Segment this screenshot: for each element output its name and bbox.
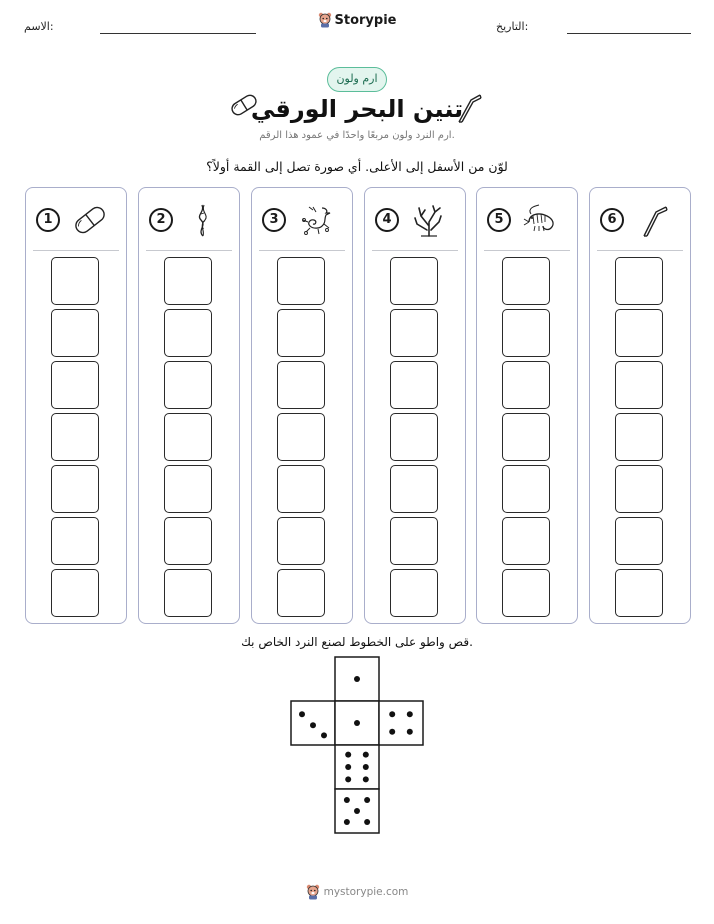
die-pip (354, 676, 360, 682)
color-square[interactable] (164, 309, 212, 357)
column-header (139, 188, 239, 251)
column-1 (25, 187, 127, 624)
column-6 (589, 187, 691, 624)
color-square[interactable] (51, 257, 99, 305)
column-3 (251, 187, 353, 624)
coral-icon (409, 202, 449, 240)
activity-tag: ارم ولون (327, 67, 387, 92)
color-square[interactable] (615, 413, 663, 461)
column-number: 1 (36, 208, 60, 232)
cut-instruction: قص واطو على الخطوط لصنع النرد الخاص بك. (241, 635, 473, 649)
column-header (477, 188, 577, 251)
color-square[interactable] (277, 361, 325, 409)
color-square[interactable] (615, 309, 663, 357)
column-header (590, 188, 690, 251)
die-pip (407, 711, 413, 717)
color-squares (615, 257, 663, 621)
color-square[interactable] (277, 569, 325, 617)
die-pip (407, 729, 413, 735)
column-number: 5 (487, 208, 511, 232)
bear-mascot-icon (318, 12, 332, 28)
color-square[interactable] (164, 465, 212, 513)
color-square[interactable] (277, 413, 325, 461)
color-square[interactable] (390, 465, 438, 513)
color-square[interactable] (51, 361, 99, 409)
pill-icon (70, 202, 110, 240)
color-square[interactable] (502, 257, 550, 305)
column-number: 3 (262, 208, 286, 232)
color-square[interactable] (51, 309, 99, 357)
brand-name: Storypie (334, 12, 397, 28)
die-pip (389, 711, 395, 717)
die-pip (345, 764, 351, 770)
color-square[interactable] (51, 465, 99, 513)
die-pip (364, 819, 370, 825)
color-square[interactable] (390, 413, 438, 461)
die-pip (321, 732, 327, 738)
color-square[interactable] (615, 361, 663, 409)
color-square[interactable] (615, 465, 663, 513)
sea-dragon-icon (296, 202, 336, 240)
die-face (335, 657, 379, 701)
subtitle: ارم النرد ولون مربعًا واحدًا في عمود هذا الرقم. (259, 130, 455, 141)
color-square[interactable] (615, 569, 663, 617)
color-square[interactable] (277, 465, 325, 513)
column-header (252, 188, 352, 251)
color-square[interactable] (164, 361, 212, 409)
color-squares (164, 257, 212, 621)
color-squares (390, 257, 438, 621)
die-pip (363, 752, 369, 758)
footer (0, 884, 714, 904)
color-square[interactable] (164, 569, 212, 617)
color-square[interactable] (390, 309, 438, 357)
color-square[interactable] (51, 517, 99, 565)
die-face (335, 701, 379, 745)
die-pip (310, 722, 316, 728)
color-square[interactable] (277, 309, 325, 357)
die-face (291, 701, 335, 745)
footer-url: mystorypie.com (323, 886, 409, 898)
date-line[interactable] (567, 33, 691, 34)
color-square[interactable] (502, 465, 550, 513)
color-squares (502, 257, 550, 621)
column-header (26, 188, 126, 251)
color-square[interactable] (390, 569, 438, 617)
column-divider (484, 250, 570, 251)
column-header (365, 188, 465, 251)
instruction-text: لوّن من الأسفل إلى الأعلى. أي صورة تصل إلى القمة أولاً؟ (206, 159, 508, 174)
bear-mascot-icon (306, 884, 320, 900)
die-pip (344, 797, 350, 803)
color-square[interactable] (277, 517, 325, 565)
die-pip (344, 819, 350, 825)
color-squares (277, 257, 325, 621)
die-face (335, 745, 379, 789)
die-pip (345, 776, 351, 782)
straw-icon (634, 202, 674, 240)
color-square[interactable] (390, 361, 438, 409)
column-2 (138, 187, 240, 624)
column-number: 4 (375, 208, 399, 232)
die-pip (389, 729, 395, 735)
die-pip (299, 711, 305, 717)
color-square[interactable] (390, 517, 438, 565)
page-title: تنين البحر الورقي (250, 95, 464, 123)
color-squares (51, 257, 99, 621)
column-divider (372, 250, 458, 251)
color-square[interactable] (164, 257, 212, 305)
column-5 (476, 187, 578, 624)
die-face (379, 701, 423, 745)
color-square[interactable] (164, 517, 212, 565)
color-square[interactable] (502, 413, 550, 461)
color-square[interactable] (502, 309, 550, 357)
color-square[interactable] (615, 517, 663, 565)
color-square[interactable] (277, 257, 325, 305)
color-square[interactable] (502, 517, 550, 565)
color-square[interactable] (390, 257, 438, 305)
brand-logo (0, 12, 714, 32)
die-pip (354, 808, 360, 814)
column-4 (364, 187, 466, 624)
column-divider (146, 250, 232, 251)
straw-icon (455, 92, 483, 124)
color-square[interactable] (502, 361, 550, 409)
column-divider (33, 250, 119, 251)
column-divider (259, 250, 345, 251)
name-line[interactable] (100, 33, 256, 34)
color-square[interactable] (51, 413, 99, 461)
color-square[interactable] (615, 257, 663, 305)
die-pip (354, 720, 360, 726)
color-square[interactable] (164, 413, 212, 461)
column-divider (597, 250, 683, 251)
name-label: الاسم: (24, 20, 54, 33)
color-square[interactable] (51, 569, 99, 617)
column-number: 6 (600, 208, 624, 232)
die-face (335, 789, 379, 833)
color-square[interactable] (502, 569, 550, 617)
seaweed-icon (183, 202, 223, 240)
die-pip (363, 764, 369, 770)
shrimp-icon (521, 202, 561, 240)
die-pip (363, 776, 369, 782)
date-label: التاريخ: (496, 20, 529, 33)
column-number: 2 (149, 208, 173, 232)
die-pip (345, 752, 351, 758)
die-pip (364, 797, 370, 803)
